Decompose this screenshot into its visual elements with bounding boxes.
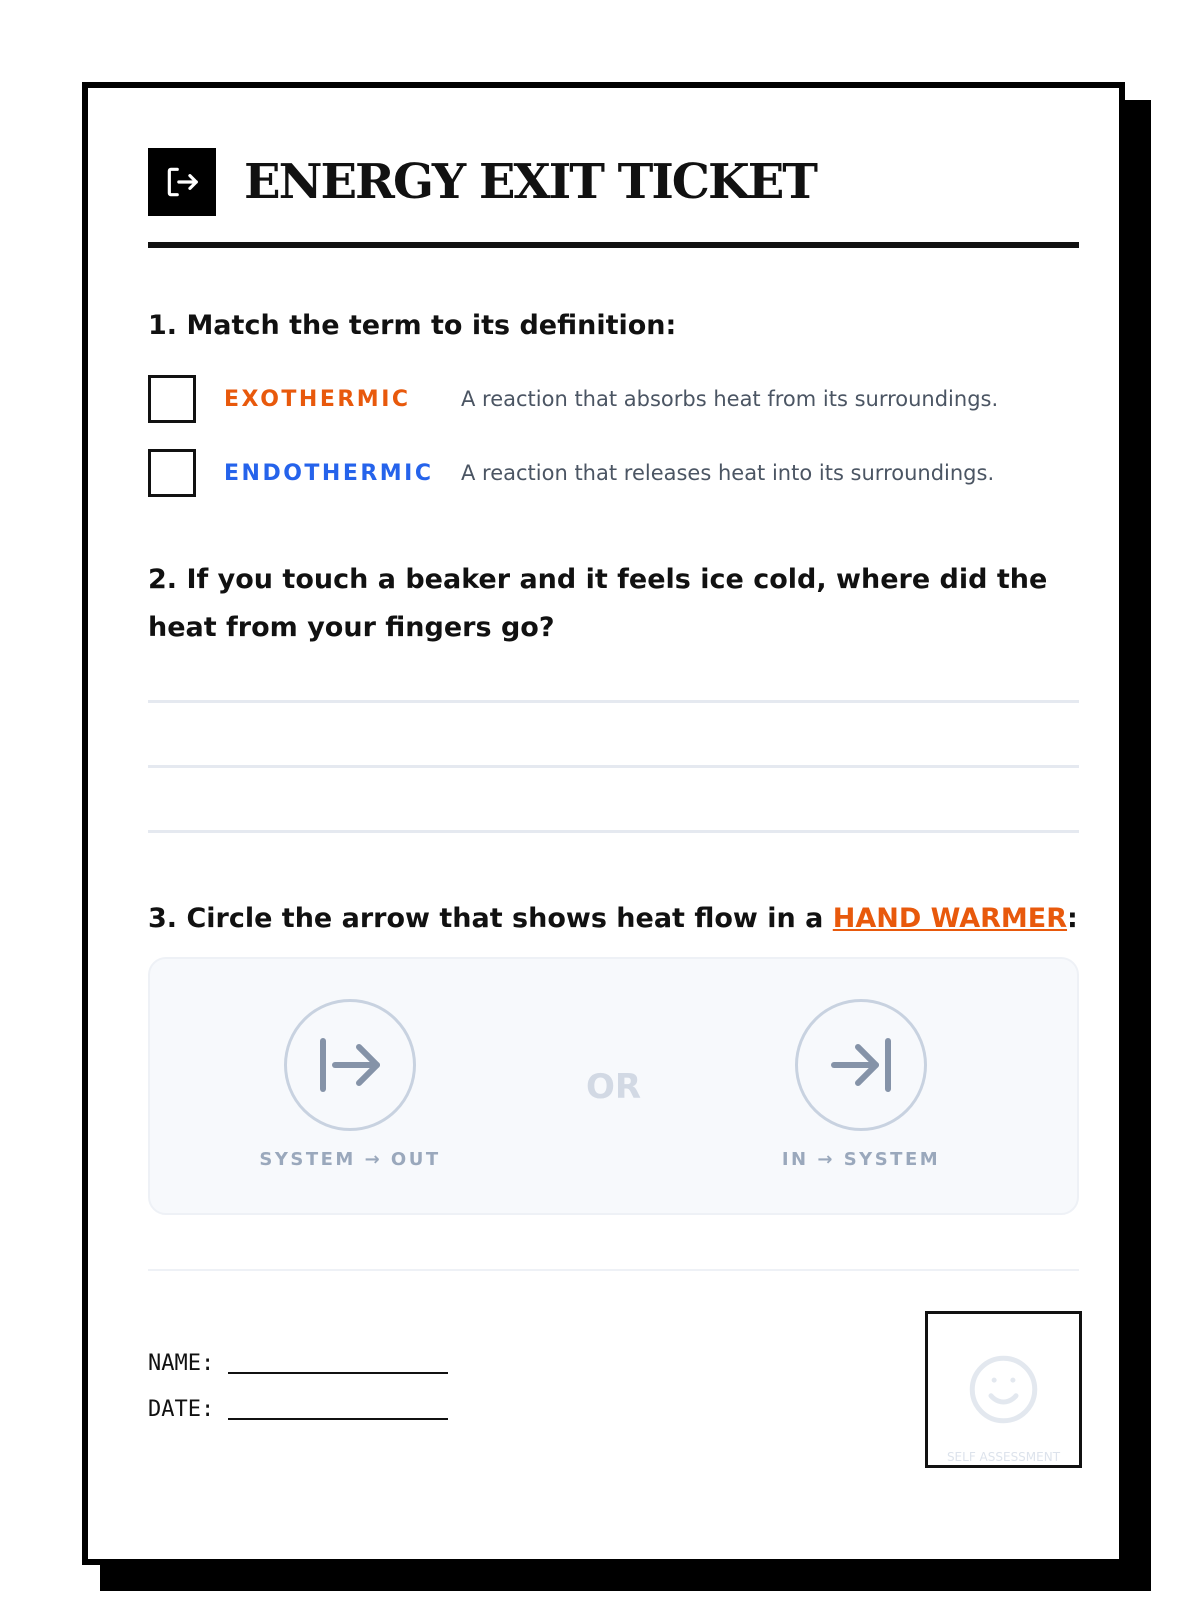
date-input-line[interactable] [228,1418,448,1420]
ticket-footer [148,1271,1079,1471]
match-checkbox-endothermic[interactable] [148,449,196,497]
match-row-endothermic [148,446,1079,500]
question-3-prompt [148,895,1079,943]
definition-1: A reaction that absorbs heat from its surroundings. [461,387,999,411]
name-input-line[interactable] [228,1372,448,1374]
arrow-right-to-bar-icon[interactable] [795,999,927,1131]
option-label-system-out: SYSTEM → OUT [259,1149,441,1170]
question-3-prompt-end: : [1067,903,1078,934]
exit-icon [148,148,216,216]
self-assessment-label: SELF ASSESSMENT [946,1450,1061,1464]
match-checkbox-exothermic[interactable] [148,375,196,423]
answer-line-1[interactable] [148,700,1079,703]
match-row-exothermic [148,372,1079,426]
name-label: NAME: [148,1351,215,1376]
term-endothermic: ENDOTHERMIC [224,460,434,486]
date-label: DATE: [148,1397,215,1422]
or-divider-text: OR [585,1067,642,1107]
answer-line-3[interactable] [148,830,1079,833]
page-title: ENERGY EXIT TICKET [244,154,817,210]
header-divider [148,242,1079,248]
arrow-choice-panel [148,957,1079,1215]
term-exothermic: EXOTHERMIC [224,386,411,412]
answer-lines [148,700,1079,833]
definition-2: A reaction that releases heat into its surroundings. [461,461,995,485]
hand-warmer-highlight: HAND WARMER [832,903,1068,934]
question-1-prompt: 1. Match the term to its definition: [148,310,677,341]
option-in-system[interactable] [741,999,981,1170]
answer-line-2[interactable] [148,765,1079,768]
ticket-content [148,148,1079,1471]
smile-icon [966,1352,1041,1427]
date-field [148,1397,448,1422]
arrow-right-from-bar-icon[interactable] [284,999,416,1131]
option-label-in-system: IN → SYSTEM [781,1149,941,1170]
name-field [148,1351,448,1376]
ticket-header [148,148,1079,216]
self-assessment-box[interactable] [925,1311,1082,1468]
question-2-prompt: 2. If you touch a beaker and it feels ice cold, where did the heat from your fingers go? [148,564,1048,643]
question-3-prompt-text: 3. Circle the arrow that shows heat flow in a [148,903,833,934]
exit-ticket-card [82,82,1125,1565]
